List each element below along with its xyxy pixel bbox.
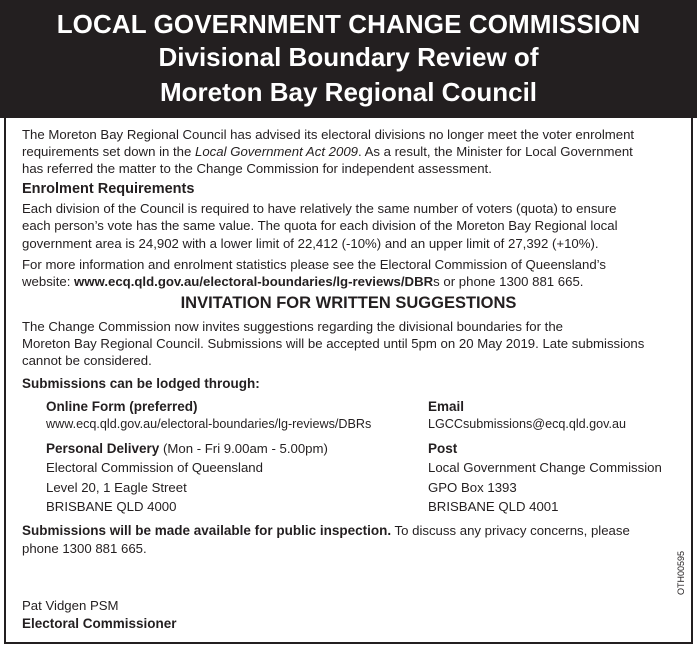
- post-address-line2: GPO Box 1393: [428, 480, 517, 495]
- invitation-line3: cannot be considered.: [22, 353, 152, 368]
- email-label: Email: [428, 399, 465, 414]
- enrolment-heading: Enrolment Requirements: [22, 181, 195, 197]
- signer-name: Pat Vidgen PSM: [22, 598, 119, 613]
- personal-address-line3: BRISBANE QLD 4000: [46, 499, 177, 514]
- online-form-label: Online Form (preferred): [46, 399, 198, 414]
- header-title-line3: Moreton Bay Regional Council: [159, 77, 538, 107]
- online-form-link[interactable]: www.ecq.qld.gov.au/electoral-boundaries/lg-reviews/DBRs: [46, 417, 372, 431]
- enrolment-line2: each person’s vote has the same value. The quota for each division of the Moreton Bay Regional local: [22, 218, 618, 233]
- enrolment-line1: Each division of the Council is required to have relatively the same number of voters (quota) to ensure: [22, 201, 617, 216]
- post-address-line1: Local Government Change Commission: [428, 460, 662, 475]
- enrolment-line5: website: www.ecq.qld.gov.au/electoral-boundaries/lg-reviews/DBRs or phone 1300 881 665.: [22, 274, 584, 289]
- invitation-line1: The Change Commission now invites suggestions regarding the divisional boundaries for the: [22, 319, 563, 334]
- lodged-heading: Submissions can be lodged through:: [22, 376, 260, 391]
- post-address-line3: BRISBANE QLD 4001: [428, 499, 559, 514]
- closing-line1: Submissions will be made available for public inspection. To discuss any privacy concerns, please: [22, 523, 630, 538]
- ad-reference-code: OTH00595: [676, 550, 686, 595]
- personal-delivery-line: [46, 440, 328, 457]
- email-link[interactable]: LGCCsubmissions@ecq.qld.gov.au: [428, 417, 627, 431]
- intro-line1: The Moreton Bay Regional Council has advised its electoral divisions no longer meet the voter enrolment: [22, 127, 635, 142]
- intro-line3: has referred the matter to the Change Commission for independent assessment.: [22, 161, 492, 176]
- enrolment-line4: For more information and enrolment statistics please see the Electoral Commission of Queensland’s: [22, 257, 606, 272]
- header-title-line1: LOCAL GOVERNMENT CHANGE COMMISSION: [56, 9, 641, 39]
- enrolment-line3: government area is 24,902 with a lower limit of 22,412 (-10%) and an upper limit of 27,392 (+10%).: [22, 236, 599, 251]
- personal-delivery-hours: (Mon - Fri 9.00am - 5.00pm): [159, 441, 328, 456]
- invitation-heading: INVITATION FOR WRITTEN SUGGESTIONS: [180, 294, 517, 312]
- personal-delivery-label: Personal Delivery: [46, 441, 160, 456]
- intro-line2: requirements set down in the Local Government Act 2009. As a result, the Minister for Local Government: [22, 144, 633, 159]
- invitation-line2: Moreton Bay Regional Council. Submissions will be accepted until 5pm on 20 May 2019. Late submissions: [22, 336, 645, 351]
- ecq-website-link[interactable]: www.ecq.qld.gov.au/electoral-boundaries/lg-reviews/DBR: [74, 274, 434, 289]
- closing-line2: phone 1300 881 665.: [22, 541, 147, 556]
- header-title-line2: Divisional Boundary Review of: [158, 42, 539, 72]
- public-inspection-note: Submissions will be made available for public inspection.: [22, 523, 392, 538]
- act-name: Local Government Act 2009: [195, 144, 358, 159]
- personal-address-line1: Electoral Commission of Queensland: [46, 460, 263, 475]
- notice-header: [0, 0, 697, 118]
- signer-title: Electoral Commissioner: [22, 616, 177, 631]
- personal-address-line2: Level 20, 1 Eagle Street: [46, 480, 187, 495]
- post-label: Post: [428, 441, 458, 456]
